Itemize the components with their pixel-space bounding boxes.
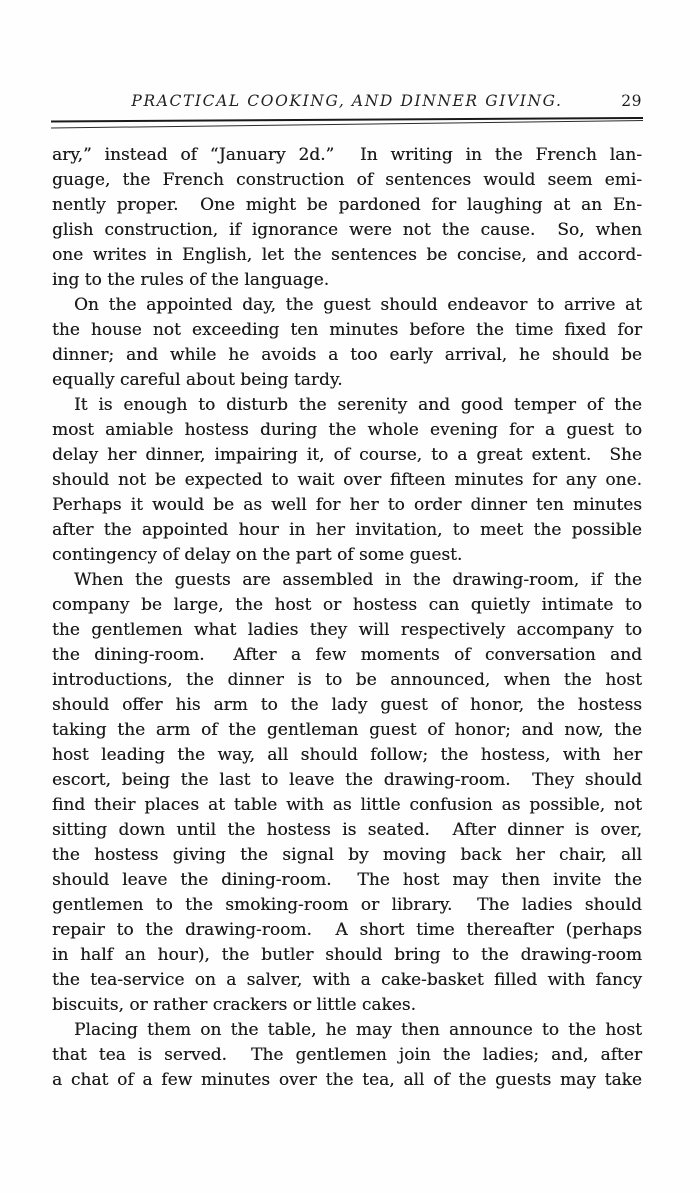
text-line: that tea is served. The gentlemen join the ladies; and, after xyxy=(52,1045,642,1065)
text-line: company be large, the host or hostess can quietly intimate to xyxy=(52,595,642,615)
text-line: biscuits, or rather crackers or little cakes. xyxy=(52,995,416,1015)
text-line: find their places at table with as little confusion as possible, not xyxy=(52,795,642,815)
text-line: When the guests are assembled in the drawing-room, if the xyxy=(74,570,642,590)
text-line: nently proper. One might be pardoned for laughing at an En- xyxy=(52,195,642,215)
running-header xyxy=(52,91,642,113)
text-line: most amiable hostess during the whole evening for a guest to xyxy=(52,420,642,440)
text-line: the dining-room. After a few moments of conversation and xyxy=(52,645,642,665)
text-line: It is enough to disturb the serenity and good temper of the xyxy=(74,395,642,415)
text-line: in half an hour), the butler should bring to the drawing-room xyxy=(52,945,642,965)
text-line: glish construction, if ignorance were not the cause. So, when xyxy=(52,220,642,240)
text-line: the house not exceeding ten minutes before the time fixed for xyxy=(52,320,642,340)
text-line: contingency of delay on the part of some guest. xyxy=(52,545,463,565)
text-line: taking the arm of the gentleman guest of honor; and now, the xyxy=(52,720,642,740)
text-line: the hostess giving the signal by moving back her chair, all xyxy=(52,845,642,865)
text-line: one writes in English, let the sentences be concise, and accord- xyxy=(52,245,642,265)
text-line: ary,” instead of “January 2d.” In writing in the French lan- xyxy=(52,145,642,165)
text-line: Placing them on the table, he may then announce to the host xyxy=(74,1020,642,1040)
text-line: after the appointed hour in her invitation, to meet the possible xyxy=(52,520,642,540)
text-line: gentlemen to the smoking-room or library. The ladies should xyxy=(52,895,642,915)
text-line: should offer his arm to the lady guest of honor, the hostess xyxy=(52,695,642,715)
text-line: repair to the drawing-room. A short time thereafter (perhaps xyxy=(52,920,642,940)
text-line: sitting down until the hostess is seated. After dinner is over, xyxy=(52,820,642,840)
text-line: delay her dinner, impairing it, of course, to a great extent. She xyxy=(52,445,642,465)
text-line: should leave the dining-room. The host may then invite the xyxy=(52,870,642,890)
text-line: a chat of a few minutes over the tea, all of the guests may take xyxy=(52,1070,642,1090)
text-line: On the appointed day, the guest should endeavor to arrive at xyxy=(74,295,642,315)
running-header-title: PRACTICAL COOKING, AND DINNER GIVING. xyxy=(131,92,563,110)
page-body-text xyxy=(52,143,642,1093)
text-line: should not be expected to wait over fifteen minutes for any one. xyxy=(52,470,642,490)
text-line: Perhaps it would be as well for her to order dinner ten minutes xyxy=(52,495,642,515)
text-line: host leading the way, all should follow; the hostess, with her xyxy=(52,745,642,765)
text-line: introductions, the dinner is to be announced, when the host xyxy=(52,670,642,690)
page-number: 29 xyxy=(621,92,642,110)
text-line: the gentlemen what ladies they will respectively accompany to xyxy=(52,620,642,640)
text-line: escort, being the last to leave the drawing-room. They should xyxy=(52,770,642,790)
text-line: guage, the French construction of sentences would seem emi- xyxy=(52,170,642,190)
text-line: equally careful about being tardy. xyxy=(52,370,343,390)
text-line: the tea-service on a salver, with a cake-basket filled with fancy xyxy=(52,970,642,990)
text-line: ing to the rules of the language. xyxy=(52,270,330,290)
text-line: dinner; and while he avoids a too early arrival, he should be xyxy=(52,345,642,365)
